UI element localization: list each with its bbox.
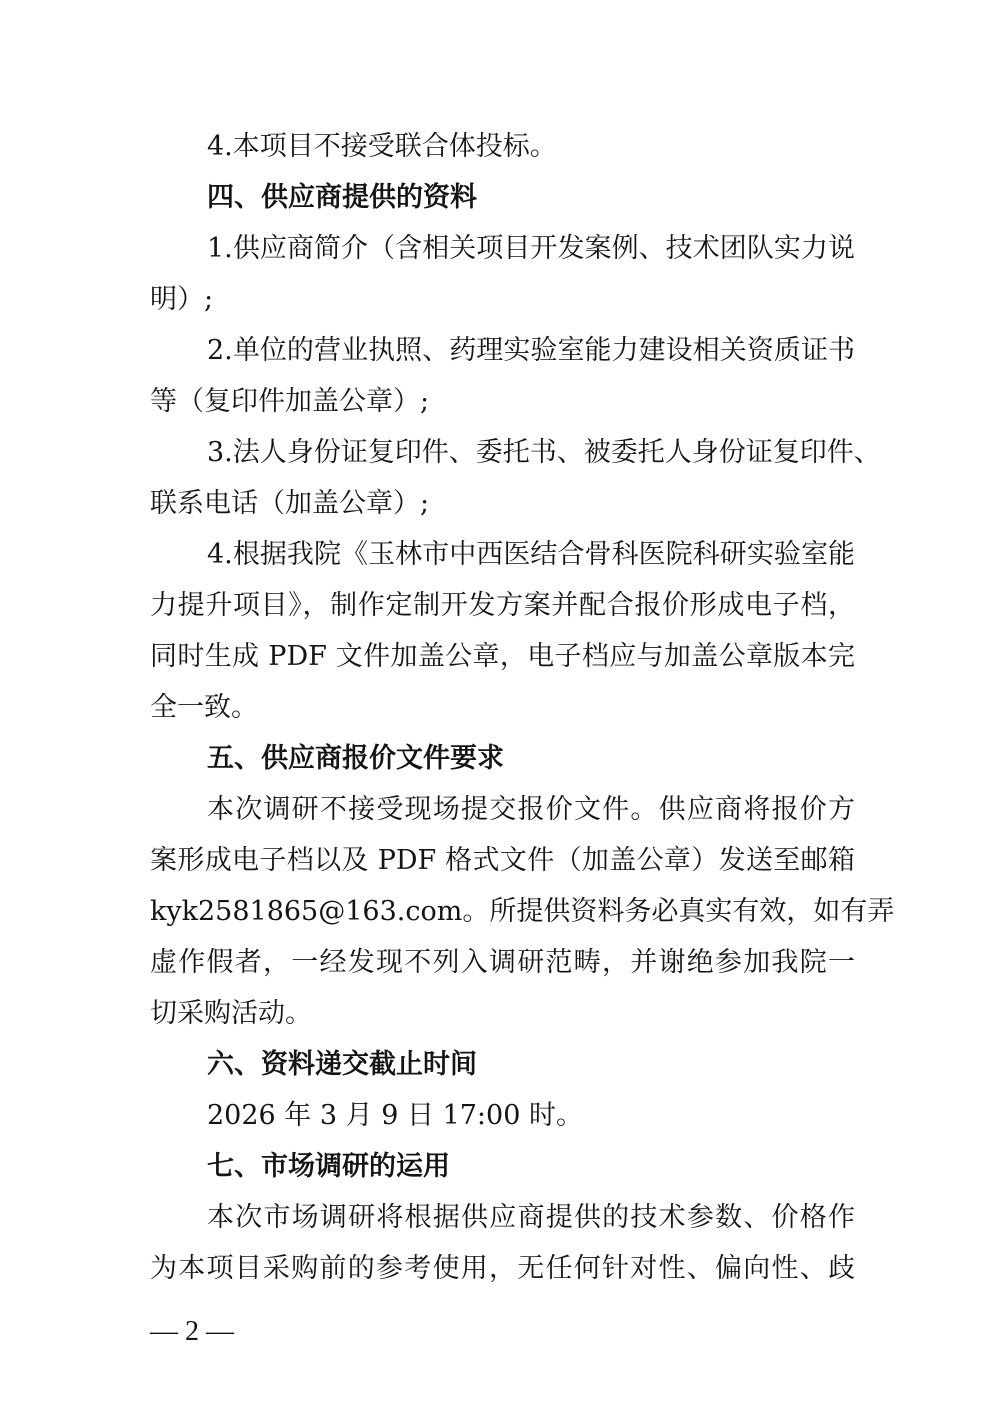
paragraph-line: 切采购活动。 — [150, 998, 312, 1029]
paragraph-line: 本次调研不接受现场提交报价文件。供应商将报价方 — [207, 794, 855, 825]
paragraph-line: 案形成电子档以及 PDF 格式文件（加盖公章）发送至邮箱 — [150, 845, 855, 876]
paragraph-line: 1.供应商简介（含相关项目开发案例、技术团队实力说 — [207, 233, 855, 264]
paragraph-item-4-consortium: 4.本项目不接受联合体投标。 — [207, 131, 557, 162]
paragraph-line: 本次市场调研将根据供应商提供的技术参数、价格作 — [207, 1202, 855, 1233]
paragraph-line: 3.法人身份证复印件、委托书、被委托人身份证复印件、 — [207, 437, 881, 468]
section-heading-6: 六、资料递交截止时间 — [207, 1049, 477, 1080]
paragraph-line: 等（复印件加盖公章）; — [150, 386, 430, 417]
paragraph-line: 明）; — [150, 284, 214, 315]
paragraph-line: 虚作假者，一经发现不列入调研范畴，并谢绝参加我院一 — [150, 947, 855, 978]
paragraph-line: 联系电话（加盖公章）; — [150, 488, 430, 519]
section-heading-5: 五、供应商报价文件要求 — [207, 743, 504, 774]
section-heading-7: 七、市场调研的运用 — [207, 1151, 450, 1182]
paragraph-line: 4.根据我院《玉林市中西医结合骨科医院科研实验室能 — [207, 539, 855, 570]
section-heading-4: 四、供应商提供的资料 — [207, 182, 477, 213]
paragraph-line: 全一致。 — [150, 692, 258, 723]
paragraph-line: 为本项目采购前的参考使用，无任何针对性、偏向性、歧 — [150, 1253, 855, 1284]
paragraph-line: 力提升项目》，制作定制开发方案并配合报价形成电子档， — [150, 590, 855, 621]
deadline-text: 2026 年 3 月 9 日 17:00 时。 — [207, 1100, 583, 1131]
paragraph-line: 2.单位的营业执照、药理实验室能力建设相关资质证书 — [207, 335, 855, 366]
paragraph-line: kyk2581865@163.com。所提供资料务必真实有效，如有弄 — [150, 896, 895, 927]
page-number: — 2 — — [150, 1316, 234, 1347]
paragraph-line: 同时生成 PDF 文件加盖公章，电子档应与加盖公章版本完 — [150, 641, 855, 672]
